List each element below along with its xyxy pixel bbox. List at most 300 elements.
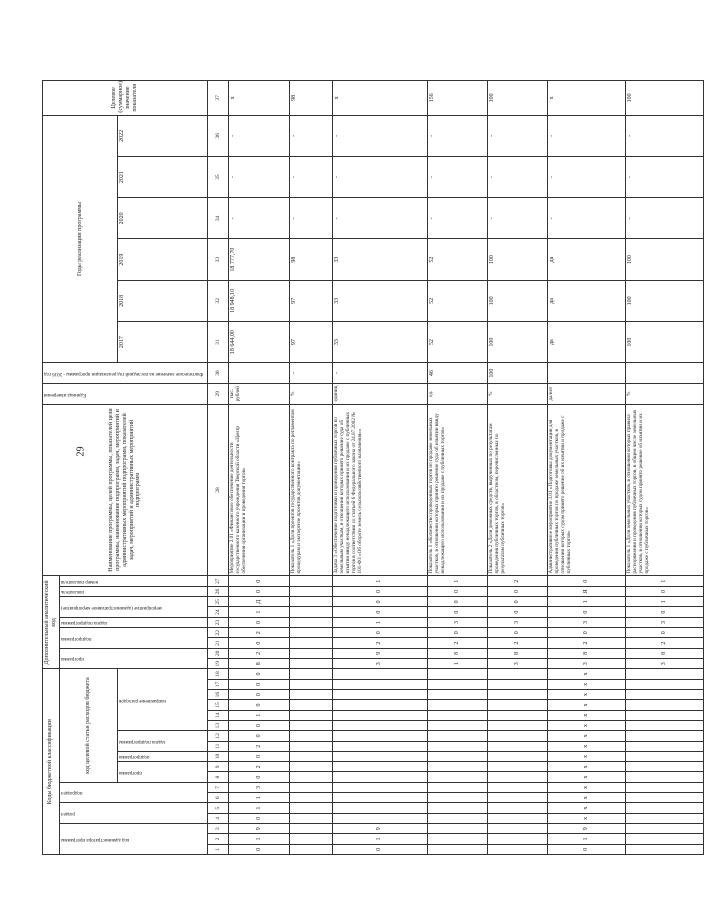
code-cell: 2	[487, 638, 547, 648]
code-cell: 0	[487, 607, 547, 617]
code-cell	[427, 793, 487, 803]
column-number: 9	[208, 762, 229, 772]
row-year-value: -	[289, 115, 332, 156]
code-cell: 1	[427, 576, 487, 586]
code-cell: 3	[548, 617, 626, 627]
code-cell: 0	[487, 628, 547, 638]
document-sheet	[42, 80, 667, 855]
code-cell: 0	[487, 586, 547, 596]
code-cell: 1	[427, 659, 487, 669]
row-year-value: -	[625, 198, 703, 239]
column-number: 23	[208, 617, 229, 627]
code-cell: 0	[427, 597, 487, 607]
row-year-value: да	[548, 280, 626, 321]
code-cell: 8	[229, 659, 289, 669]
code-cell	[625, 824, 703, 834]
code-cell	[289, 690, 332, 700]
code-cell: 8	[625, 648, 703, 658]
code-cell	[289, 782, 332, 792]
column-number: 25	[208, 597, 229, 607]
code-cell: х	[548, 690, 626, 700]
code-cell	[487, 772, 547, 782]
code-cell: 3	[625, 659, 703, 669]
header-name: Наименование программы, целей программы, показателей цели программы, наименование подпрограмм, задач, мероприятий и административных мероприятий подпрограмм, показателей задач, мероприятий и административных мероприятий подпрограмм	[43, 404, 208, 576]
code-cell	[332, 710, 427, 720]
code-cell: 2	[625, 638, 703, 648]
column-number: 14	[208, 710, 229, 720]
header-direction: направление расходов	[118, 669, 208, 731]
code-cell: 2	[332, 638, 427, 648]
code-cell: 0	[229, 669, 289, 679]
header-extra-subprogram: подпрограмма	[59, 628, 207, 649]
column-number: 28	[208, 404, 229, 576]
code-cell	[625, 669, 703, 679]
code-cell	[332, 782, 427, 792]
row-target: 98	[289, 81, 332, 116]
code-cell: 0	[332, 844, 427, 854]
header-budget-codes: Коды бюджетной классификации	[43, 669, 60, 855]
code-cell	[289, 741, 332, 751]
code-cell: 0	[548, 607, 626, 617]
code-cell	[625, 679, 703, 689]
code-cell	[289, 710, 332, 720]
row-year-value: 18 644,00	[229, 322, 289, 363]
code-cell: Я	[548, 586, 626, 596]
page-number: 29	[75, 446, 87, 457]
row-name: Задача 3 «Обеспечение подготовки и проведения публичных торгов по земельным участкам, в отношении которых принято решение суда об изъятии ввиду ненадлежащего использования и их продаже с публичных торгов в соответствии со статьей 6 Федерального закона от 24.07.2002 № 101-ФЗ «Об обороте земель сельскохозяйственного назначения»»	[332, 404, 427, 576]
code-cell: 0	[548, 844, 626, 854]
column-number: 19	[208, 659, 229, 669]
row-year-value: 97	[289, 280, 332, 321]
row-year-value: -	[229, 156, 289, 197]
row-year-value: -	[625, 156, 703, 197]
column-number: 4	[208, 813, 229, 823]
row-year-value: -	[427, 156, 487, 197]
code-cell	[487, 731, 547, 741]
code-cell: 9	[332, 824, 427, 834]
table-row	[332, 81, 427, 855]
row-year-value: -	[487, 198, 547, 239]
header-year-2017: 2017	[118, 322, 208, 363]
row-unit: %	[625, 383, 703, 404]
row-year-value: 98	[289, 239, 332, 280]
header-target: Целевое (суммарное) значение показателя	[43, 81, 208, 116]
code-cell	[289, 813, 332, 823]
code-cell	[625, 772, 703, 782]
code-cell	[332, 772, 427, 782]
code-cell	[332, 793, 427, 803]
row-target: х	[229, 81, 289, 116]
code-cell: х	[548, 679, 626, 689]
code-cell: 2	[427, 638, 487, 648]
code-cell: 1	[332, 576, 427, 586]
column-number: 1	[208, 844, 229, 854]
code-cell	[487, 679, 547, 689]
code-cell	[289, 597, 332, 607]
code-cell	[625, 751, 703, 761]
code-cell	[487, 710, 547, 720]
code-cell	[427, 751, 487, 761]
code-cell	[289, 638, 332, 648]
row-fact: 46	[427, 363, 487, 384]
code-cell: 1	[332, 617, 427, 627]
row-year-value: 33	[332, 239, 427, 280]
code-cell: х	[548, 751, 626, 761]
column-number: 18	[208, 669, 229, 679]
code-cell: 8	[427, 648, 487, 658]
row-year-value: -	[487, 156, 547, 197]
header-target-article: код целевой статьи расходов бюджета	[59, 669, 117, 782]
code-cell	[427, 741, 487, 751]
header-extra-program: программа	[59, 648, 207, 669]
code-cell	[289, 648, 332, 658]
code-cell: 1	[548, 834, 626, 844]
row-target: х	[548, 81, 626, 116]
column-number: 37	[208, 81, 229, 116]
row-fact: -	[289, 363, 332, 384]
code-cell	[332, 803, 427, 813]
row-year-value: -	[487, 115, 547, 156]
header-subsection: подраздел	[59, 782, 207, 803]
code-cell: 0	[548, 576, 626, 586]
row-year-value: -	[332, 115, 427, 156]
row-year-value: -	[548, 156, 626, 197]
code-cell	[332, 720, 427, 730]
row-year-value: -	[289, 156, 332, 197]
column-number: 11	[208, 741, 229, 751]
code-cell	[427, 834, 487, 844]
code-cell: 0	[229, 576, 289, 586]
code-cell: 1	[229, 710, 289, 720]
code-cell	[487, 782, 547, 792]
header-extra-measure: мероприятие (административное мероприятие)	[59, 597, 207, 618]
code-cell: 8	[487, 648, 547, 658]
header-subprogram: подпрограмма	[118, 751, 208, 761]
code-cell	[427, 690, 487, 700]
code-cell: 3	[487, 617, 547, 627]
code-cell: 0	[229, 700, 289, 710]
row-unit: да/нет	[548, 383, 626, 404]
code-cell: х	[548, 813, 626, 823]
code-cell: 3	[229, 782, 289, 792]
code-cell: 0	[229, 772, 289, 782]
code-cell	[625, 813, 703, 823]
code-cell: 0	[229, 638, 289, 648]
code-cell	[289, 793, 332, 803]
column-number: 24	[208, 607, 229, 617]
code-cell	[427, 813, 487, 823]
table-body	[208, 81, 703, 855]
row-year-value: 97	[289, 322, 332, 363]
code-cell	[487, 793, 547, 803]
code-cell	[487, 834, 547, 844]
column-number: 15	[208, 700, 229, 710]
rotated-table-wrapper	[42, 80, 667, 855]
code-cell	[427, 824, 487, 834]
header-row-groups	[43, 81, 60, 855]
code-cell	[487, 669, 547, 679]
code-cell: 0	[229, 751, 289, 761]
code-cell	[289, 576, 332, 586]
column-number: 33	[208, 239, 229, 280]
code-cell	[332, 731, 427, 741]
code-cell	[289, 607, 332, 617]
code-cell: 0	[229, 690, 289, 700]
code-cell	[289, 772, 332, 782]
code-cell: 3	[427, 617, 487, 627]
row-unit: тыс. рублей	[229, 383, 289, 404]
code-cell: х	[548, 731, 626, 741]
code-cell	[625, 700, 703, 710]
code-cell	[332, 690, 427, 700]
column-number: 12	[208, 731, 229, 741]
row-fact	[548, 363, 626, 384]
row-year-value: -	[229, 115, 289, 156]
code-cell: 2	[229, 648, 289, 658]
header-extra-indicator-number: номер показателя	[59, 576, 207, 586]
code-cell	[427, 720, 487, 730]
header-section: раздел	[59, 803, 207, 824]
code-cell: 2	[487, 576, 547, 586]
row-year-value: 100	[487, 322, 547, 363]
row-year-value: -	[548, 115, 626, 156]
column-number-row	[208, 81, 229, 855]
row-year-value: 100	[487, 239, 547, 280]
code-cell	[332, 679, 427, 689]
row-year-value: -	[427, 115, 487, 156]
row-target: 100	[487, 81, 547, 116]
row-fact: 100	[487, 363, 547, 384]
code-cell: 0	[229, 617, 289, 627]
row-name: Административное мероприятие 3.01 «Подготовка документации для проведения публичных торгов по продаже земельных участков, в отношении которых судом принято решение об их изъятии и продаже с публичных торгов»	[548, 404, 626, 576]
code-cell: 0	[332, 607, 427, 617]
header-admin-code: код администратора программы	[59, 824, 207, 855]
code-cell: 2	[548, 638, 626, 648]
code-cell	[289, 762, 332, 772]
code-cell: 0	[229, 844, 289, 854]
code-cell	[427, 782, 487, 792]
column-number: 27	[208, 576, 229, 586]
code-cell	[487, 690, 547, 700]
code-cell	[289, 803, 332, 813]
column-number: 5	[208, 803, 229, 813]
code-cell: х	[548, 741, 626, 751]
code-cell: 0	[332, 628, 427, 638]
row-unit: %	[289, 383, 332, 404]
column-number: 32	[208, 280, 229, 321]
code-cell: х	[548, 803, 626, 813]
column-number: 35	[208, 156, 229, 197]
table-row	[229, 81, 289, 855]
code-cell: 9	[229, 824, 289, 834]
table-row	[548, 81, 626, 855]
column-number: 26	[208, 586, 229, 596]
column-number: 3	[208, 824, 229, 834]
row-target: 156	[427, 81, 487, 116]
code-cell	[625, 731, 703, 741]
code-cell: 0	[427, 607, 487, 617]
code-cell	[625, 762, 703, 772]
row-year-value: 100	[625, 280, 703, 321]
row-fact: -	[332, 363, 427, 384]
column-number: 17	[208, 679, 229, 689]
code-cell: 1	[229, 607, 289, 617]
code-cell: 1	[548, 597, 626, 607]
program-table	[42, 80, 704, 855]
code-cell: 0	[229, 679, 289, 689]
code-cell: 8	[548, 648, 626, 658]
code-cell: х	[548, 762, 626, 772]
code-cell: 9	[548, 824, 626, 834]
code-cell	[625, 782, 703, 792]
code-cell: х	[548, 793, 626, 803]
row-year-value: 52	[427, 322, 487, 363]
row-year-value: 100	[487, 280, 547, 321]
code-cell: 2	[229, 741, 289, 751]
code-cell	[289, 700, 332, 710]
code-cell: 9	[332, 648, 427, 658]
table-row	[427, 81, 487, 855]
code-cell: х	[548, 669, 626, 679]
header-year-2019: 2019	[118, 239, 208, 280]
code-cell: 0	[229, 586, 289, 596]
code-cell	[427, 731, 487, 741]
column-number: 30	[208, 363, 229, 384]
column-number: 34	[208, 198, 229, 239]
header-extra-indicator: показатель	[59, 586, 207, 596]
code-cell: 0	[229, 731, 289, 741]
code-cell: 2	[229, 628, 289, 638]
row-fact	[625, 363, 703, 384]
row-year-value: -	[625, 115, 703, 156]
code-cell: 3	[332, 659, 427, 669]
code-cell: 0	[229, 720, 289, 730]
code-cell: х	[548, 710, 626, 720]
row-name: Мероприятие 2.01 «Финансовое обеспечение деятельности государственного казенного учреждения Тверской области «Центр обеспечения организации и проведения торгов»	[229, 404, 289, 576]
column-number: 36	[208, 115, 229, 156]
code-cell: 1	[229, 793, 289, 803]
code-cell	[289, 751, 332, 761]
code-cell	[487, 751, 547, 761]
header-fact: Фактическое значение на последний год реализации программы - 2016 год	[43, 363, 208, 384]
table-row	[625, 81, 703, 855]
row-year-value: 52	[427, 239, 487, 280]
code-cell	[427, 669, 487, 679]
column-number: 6	[208, 793, 229, 803]
header-year-2022: 2022	[118, 115, 208, 156]
code-cell: 0	[427, 628, 487, 638]
code-cell: Д	[229, 597, 289, 607]
row-name: Показатель 1 «Доля земельных участков, в отношении которых правила распоряжения и проведения публичных торгов, в общем числе земельных участков, в отношении которых судом принято решение об изъятии и их продаже с публичных торгов»	[625, 404, 703, 576]
code-cell	[427, 844, 487, 854]
code-cell: 1	[625, 597, 703, 607]
code-cell	[487, 762, 547, 772]
row-year-value: 33	[332, 322, 427, 363]
row-year-value: да	[548, 239, 626, 280]
column-number: 16	[208, 690, 229, 700]
code-cell: 1	[229, 803, 289, 813]
row-unit: %	[487, 383, 547, 404]
header-year-2020: 2020	[118, 198, 208, 239]
row-year-value: 100	[625, 239, 703, 280]
code-cell	[289, 679, 332, 689]
code-cell	[289, 628, 332, 638]
code-cell	[289, 659, 332, 669]
row-year-value: -	[548, 198, 626, 239]
row-fact	[229, 363, 289, 384]
code-cell	[625, 844, 703, 854]
row-year-value: -	[332, 156, 427, 197]
header-extra-task: задача подпрограммы	[59, 617, 207, 627]
row-year-value: -	[332, 198, 427, 239]
table-row	[289, 81, 332, 855]
column-number: 2	[208, 834, 229, 844]
column-number: 21	[208, 638, 229, 648]
code-cell: 0	[229, 813, 289, 823]
column-number: 10	[208, 751, 229, 761]
header-years-group: Годы реализации программы	[43, 115, 118, 363]
code-cell: х	[548, 700, 626, 710]
column-number: 7	[208, 782, 229, 792]
row-target: х	[332, 81, 427, 116]
code-cell	[332, 700, 427, 710]
row-name: Показатель 1 «Количество проведенных торгов по продаже земельных участков, в отношении которых принято решение суда об изъятии ввиду ненадлежащего использования и их продаже с публичных торгов»	[427, 404, 487, 576]
code-cell	[289, 834, 332, 844]
header-task-subprogram: задача подпрограммы	[118, 731, 208, 752]
code-cell: 0	[625, 586, 703, 596]
code-cell	[625, 803, 703, 813]
row-target: 100	[625, 81, 703, 116]
code-cell	[625, 720, 703, 730]
code-cell	[487, 803, 547, 813]
header-unit: Единица измерения	[43, 383, 208, 404]
code-cell	[625, 690, 703, 700]
code-cell: 0	[625, 607, 703, 617]
code-cell	[332, 751, 427, 761]
code-cell	[625, 710, 703, 720]
code-cell: 0	[548, 628, 626, 638]
code-cell	[487, 700, 547, 710]
column-number: 20	[208, 648, 229, 658]
code-cell	[487, 813, 547, 823]
row-year-value: -	[289, 198, 332, 239]
code-cell: 1	[332, 834, 427, 844]
row-year-value: 52	[427, 280, 487, 321]
code-cell	[487, 741, 547, 751]
row-year-value: да	[548, 322, 626, 363]
row-unit: ед.	[427, 383, 487, 404]
column-number: 22	[208, 628, 229, 638]
code-cell	[625, 834, 703, 844]
code-cell	[289, 669, 332, 679]
code-cell	[487, 824, 547, 834]
column-number: 13	[208, 720, 229, 730]
code-cell	[332, 669, 427, 679]
column-number: 31	[208, 322, 229, 363]
row-name: Показатель 2 «Доля денежных средств, вырученных по результатам проведения публичных торгов, в областном, перечисленных по результатам публичных торгов»	[487, 404, 547, 576]
code-cell: 2	[229, 762, 289, 772]
code-cell: 3	[625, 617, 703, 627]
code-cell: 3	[548, 659, 626, 669]
code-cell: 0	[625, 628, 703, 638]
code-cell	[427, 803, 487, 813]
code-cell: 1	[625, 576, 703, 586]
column-number: 8	[208, 772, 229, 782]
code-cell: 0	[487, 597, 547, 607]
code-cell: 0	[332, 597, 427, 607]
code-cell	[332, 813, 427, 823]
code-cell	[427, 700, 487, 710]
